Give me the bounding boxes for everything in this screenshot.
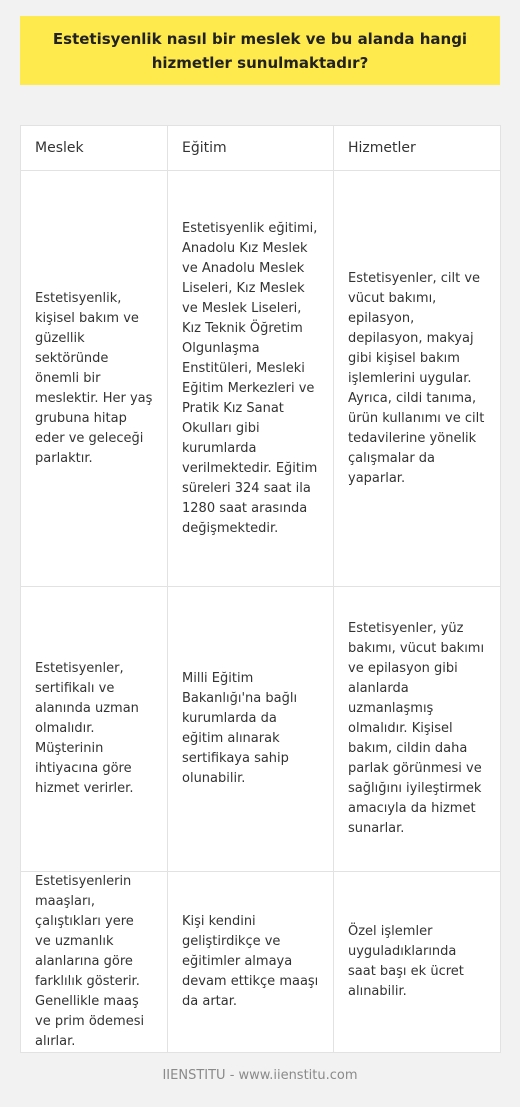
title-banner xyxy=(20,16,500,85)
table-row xyxy=(21,587,501,872)
table-cell: Milli Eğitim Bakanlığı'na bağlı kurumlarda da eğitim alınarak sertifikaya sahip olunabilir. xyxy=(168,587,334,872)
table-cell: Estetisyenler, yüz bakımı, vücut bakımı ve epilasyon gibi alanlarda uzmanlaşmış olmalıdır. Kişisel bakım, cildin daha parlak görünmesi ve sağlığını iyileştirmek amacıyla da hizmet sunarlar. xyxy=(334,587,501,872)
column-header-egitim: Eğitim xyxy=(168,126,334,171)
page-title: Estetisyenlik nasıl bir meslek ve bu alanda hangi hizmetler sunulmaktadır? xyxy=(52,29,468,72)
table-row xyxy=(21,872,501,1053)
column-header-hizmetler: Hizmetler xyxy=(334,126,501,171)
table-cell: Estetisyenlik eğitimi, Anadolu Kız Meslek ve Anadolu Meslek Liseleri, Kız Meslek ve Meslek Liseleri, Kız Teknik Öğretim Olgunlaşma Enstitüleri, Mesleki Eğitim Merkezleri ve Pratik Kız Sanat Okulları gibi kurumlarda verilmektedir. Eğitim süreleri 324 saat ila 1280 saat arasında değişmektedir. xyxy=(168,171,334,587)
table-cell: Estetisyenler, sertifikalı ve alanında uzman olmalıdır. Müşterinin ihtiyacına göre hizmet verirler. xyxy=(21,587,168,872)
table-cell: Kişi kendini geliştirdikçe ve eğitimler almaya devam ettikçe maaşı da artar. xyxy=(168,872,334,1053)
table-cell: Estetisyenlerin maaşları, çalıştıkları yere ve uzmanlık alanlarına göre farklılık gösterir. Genellikle maaş ve prim ödemesi alırlar. xyxy=(21,872,168,1053)
table-cell: Özel işlemler uyguladıklarında saat başı ek ücret alınabilir. xyxy=(334,872,501,1053)
footer-credit: IIENSTITU - www.iienstitu.com xyxy=(162,1068,358,1083)
table-row xyxy=(21,171,501,587)
table-cell: Estetisyenlik, kişisel bakım ve güzellik sektöründe önemli bir meslektir. Her yaş grubuna hitap eder ve geleceği parlaktır. xyxy=(21,171,168,587)
table-cell: Estetisyenler, cilt ve vücut bakımı, epilasyon, depilasyon, makyaj gibi kişisel bakım işlemlerini uygular. Ayrıca, cildi tanıma, ürün kullanımı ve cilt tedavilerine yönelik çalışmalar da yaparlar. xyxy=(334,171,501,587)
table-header-row xyxy=(21,126,501,171)
column-header-meslek: Meslek xyxy=(21,126,168,171)
comparison-table xyxy=(20,125,501,1053)
